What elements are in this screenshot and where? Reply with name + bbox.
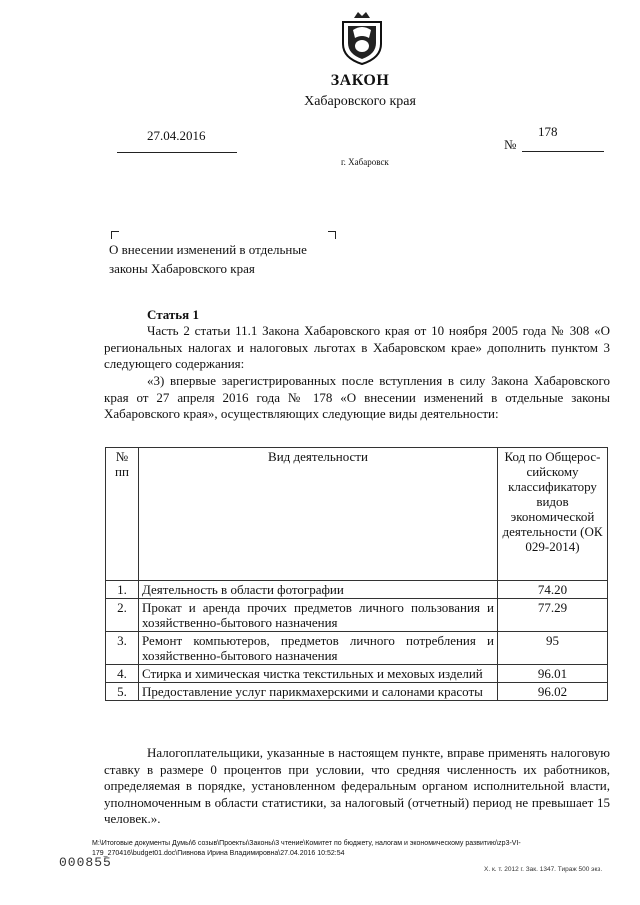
- article-paragraph-1: Часть 2 статьи 11.1 Закона Хабаровского края от 10 ноября 2005 года № 308 «О региональных налогах и налоговых льготах в Хабаровском крае» дополнить пунктом 3 следующего содержания:: [104, 323, 610, 371]
- subject-bracket-left: [111, 231, 119, 239]
- article-paragraph-3: Налогоплательщики, указанные в настоящем пункте, вправе применять налоговую ставку в размере 0 процентов при условии, что средняя численность их работников, определяемая в порядке, установленном федеральным органом исполнительной власти, уполномоченным в области статистики, за налоговый (отчетный) период не превышает 15 человек.».: [104, 745, 610, 826]
- subject-line-1: О внесении изменений в отдельные: [109, 242, 307, 257]
- subject-bracket-right: [328, 231, 336, 239]
- header-activity: Вид деятельности: [139, 448, 498, 581]
- coat-of-arms-icon: [339, 8, 385, 66]
- row-code: 95: [498, 632, 608, 665]
- header-number: № пп: [106, 448, 139, 581]
- law-date: 27.04.2016: [147, 128, 206, 143]
- table-row: [106, 632, 608, 665]
- table-row: [106, 665, 608, 683]
- row-activity: Предоставление услуг парикмахерскими и салонами красоты: [139, 683, 498, 701]
- article-heading: Статья 1: [147, 307, 199, 322]
- row-activity: Ремонт компьютеров, предметов личного потребления и хозяйственно-бытового назначения: [139, 632, 498, 665]
- row-number: 1.: [106, 581, 139, 599]
- number-underline: [522, 151, 604, 152]
- row-number: 2.: [106, 599, 139, 632]
- activity-table: [105, 447, 608, 701]
- law-subject: [109, 240, 307, 278]
- row-code: 74.20: [498, 581, 608, 599]
- city-name: г. Хабаровск: [341, 157, 389, 167]
- print-info: Х. к. т. 2012 г. Зак. 1347. Тираж 500 экз.: [484, 866, 603, 873]
- table-row: [106, 599, 608, 632]
- file-path-footer: M:\Итоговые документы Думы\6 созыв\Проекты\Законы\3 чтение\Комитет по бюджету, налогам и экономическому развитию\zp3-VI-179_270416\budget01.doc\Пивнова Ирина Владимировна\27.04.2016 10:52:54: [92, 840, 521, 857]
- row-activity: Деятельность в области фотографии: [139, 581, 498, 599]
- number-label: №: [504, 137, 517, 152]
- row-code: 96.02: [498, 683, 608, 701]
- header-code: Код по Общерос-сийскому классификатору видов экономической деятельности (ОК 029-2014): [498, 448, 608, 581]
- subject-line-2: законы Хабаровского края: [109, 261, 255, 276]
- law-title: ЗАКОН: [330, 72, 390, 89]
- serial-number: 000855: [59, 855, 112, 870]
- row-activity: Стирка и химическая чистка текстильных и меховых изделий: [139, 665, 498, 683]
- table-row: [106, 581, 608, 599]
- table-header-row: [106, 448, 608, 581]
- date-underline: [117, 152, 237, 153]
- row-number: 4.: [106, 665, 139, 683]
- law-number: 178: [538, 124, 558, 139]
- table-row: [106, 683, 608, 701]
- law-region: Хабаровского края: [304, 94, 416, 109]
- row-activity: Прокат и аренда прочих предметов личного пользования и хозяйственно-бытового назначения: [139, 599, 498, 632]
- row-code: 77.29: [498, 599, 608, 632]
- row-number: 3.: [106, 632, 139, 665]
- row-code: 96.01: [498, 665, 608, 683]
- article-paragraph-2: «3) впервые зарегистрированных после вступления в силу Закона Хабаровского края от 27 апреля 2016 года № 178 «О внесении изменений в отдельные законы Хабаровского края», осуществляющих следующие виды деятельности:: [104, 373, 610, 421]
- row-number: 5.: [106, 683, 139, 701]
